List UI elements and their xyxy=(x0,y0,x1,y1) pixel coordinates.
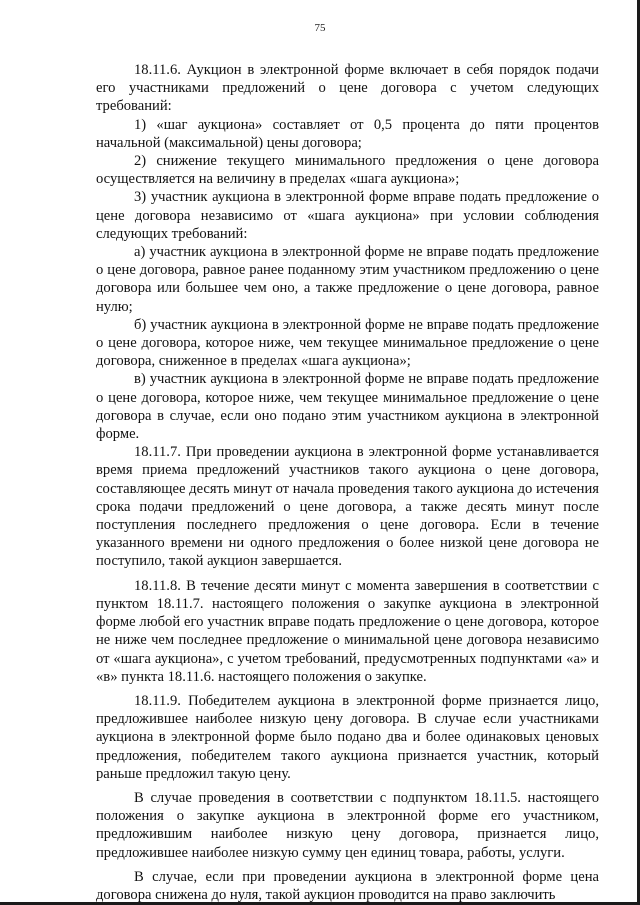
paragraph-case-lowest-sum: В случае проведения в соответствии с подпунктом 18.11.5. настоящего положения о закупке аукциона в электронной форме его участником, предложившим наиболее низкую цену договора, признается лицо, предложившее наиболее низкую сумму цен единиц товара, работы, услуги. xyxy=(96,789,599,861)
paragraph-18-11-6: 18.11.6. Аукцион в электронной форме включает в себя порядок подачи его участниками предложений о цене договора с учетом следующих требований: xyxy=(96,62,599,115)
paragraph-subitem-b: б) участник аукциона в электронной форме не вправе подать предложение о цене договора, которое ниже, чем текущее минимальное предложение о цене договора, сниженное в пределах «шага аукциона»; xyxy=(96,316,599,370)
paragraph-item-2: 2) снижение текущего минимального предложения о цене договора осуществляется на величину в пределах «шага аукциона»; xyxy=(96,153,599,188)
paragraph-subitem-v: в) участник аукциона в электронной форме не вправе подать предложение о цене договора, которое ниже, чем текущее минимальное предложение о цене договора в случае, если оно подано этим участником аукциона в электронной форме. xyxy=(96,371,599,443)
paragraph-item-1: 1) «шаг аукциона» составляет от 0,5 процента до пяти процентов начальной (максимальной) цены договора; xyxy=(96,116,599,151)
page-number: 75 xyxy=(314,22,326,34)
paragraph-18-11-8: 18.11.8. В течение десяти минут с момента завершения в соответствии с пунктом 18.11.7. настоящего положения о закупке аукциона в электронной форме любой его участник вправе подать предложение о цене договора, которое не ниже чем последнее предложение о минимальной цене договора независимо от «шага аукциона», с учетом требований, предусмотренных подпунктами «а» и «в» пункта 18.11.6. настоящего положения о закупке. xyxy=(96,577,599,685)
paragraph-subitem-a: а) участник аукциона в электронной форме не вправе подать предложение о цене договора, равное ранее поданному этим участником предложению о цене договора или большее чем оно, а также предложение о цене договора, равное нулю; xyxy=(96,244,599,315)
document-body xyxy=(96,61,599,904)
paragraph-case-zero-price: В случае, если при проведении аукциона в электронной форме цена договора снижена до нуля, такой аукцион проводится на право заключить xyxy=(96,868,599,903)
paragraph-18-11-9: 18.11.9. Победителем аукциона в электронной форме признается лицо, предложившее наиболее низкую цену договора. В случае если участниками аукциона в электронной форме было подано два и более одинаковых ценовых предложения, победителем такого аукциона признается участник, который раньше предложил такую цену. xyxy=(96,692,599,782)
paragraph-18-11-7: 18.11.7. При проведении аукциона в электронной форме устанавливается время приема предложений участников такого аукциона о цене договора, составляющее десять минут от начала проведения такого аукциона до истечения срока подачи предложений о цене договора, а также десять минут после поступления последнего предложения о цене договора. Если в течение указанного времени ни одного предложения о более низкой цене договора не поступило, такой аукцион завершается. xyxy=(96,444,599,570)
paragraph-item-3: 3) участник аукциона в электронной форме вправе подать предложение о цене договора независимо от «шага аукциона» при условии соблюдения следующих требований: xyxy=(96,189,599,242)
